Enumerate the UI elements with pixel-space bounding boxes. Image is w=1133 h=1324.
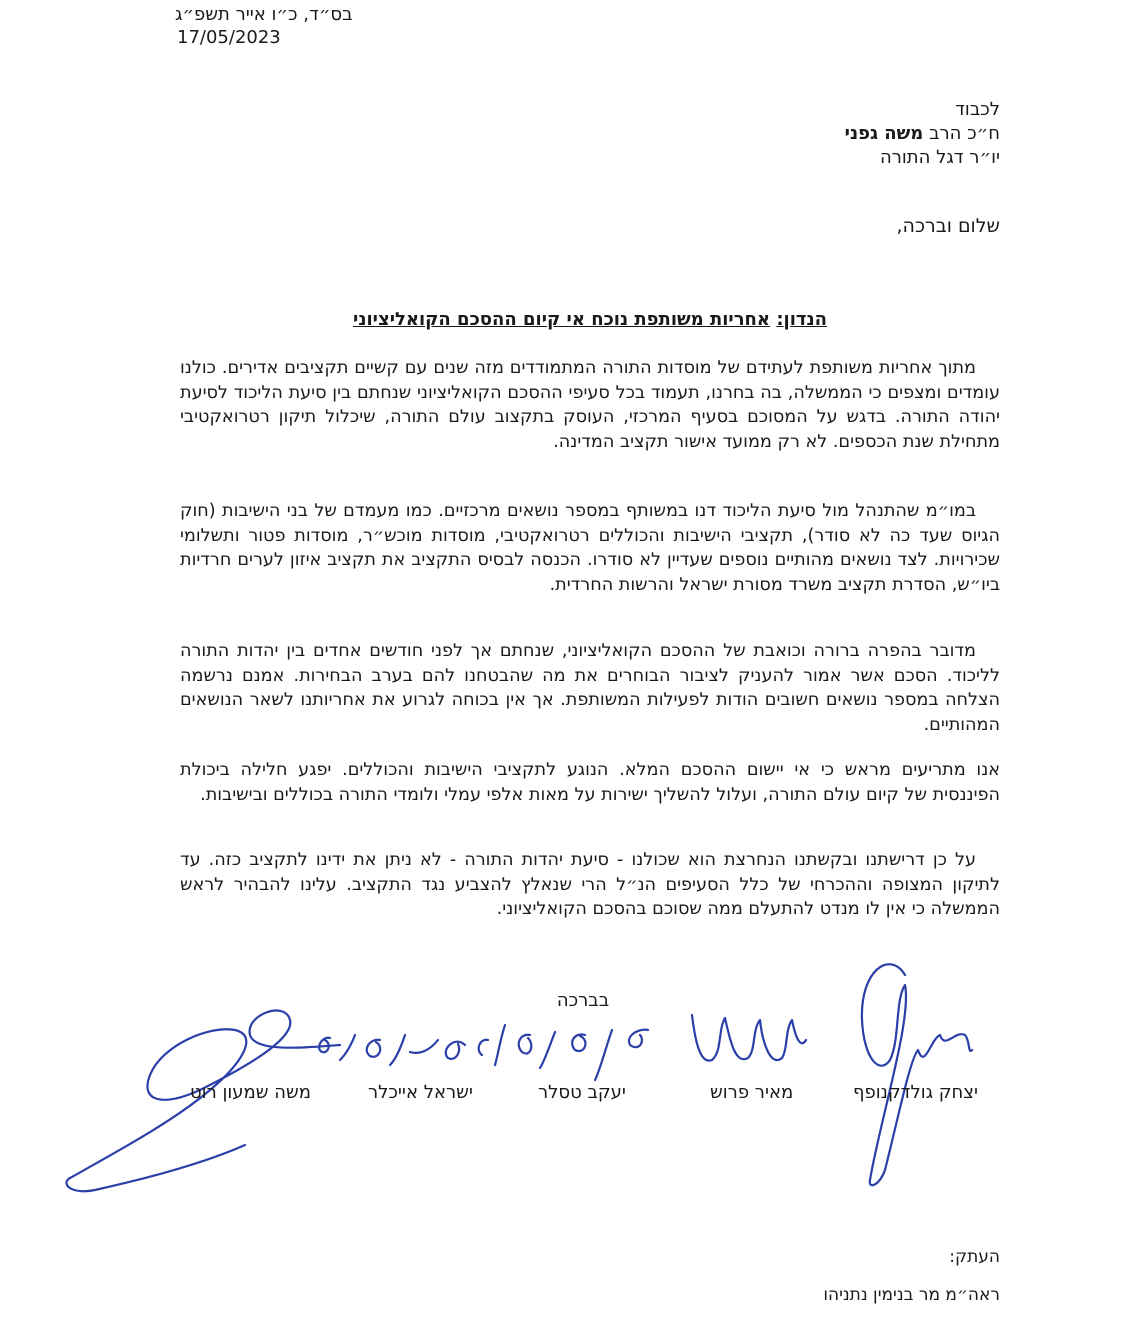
signature-porush <box>692 1015 806 1061</box>
subject-text: אחריות משותפת נוכח אי קיום ההסכם הקואליציוני <box>353 309 771 330</box>
addressee-name: משה גפני <box>844 123 924 144</box>
body-paragraph-2-text: במו״מ שהתנהל מול סיעת הליכוד דנו במשותף במספר נושאים מרכזיים. כמו מעמדם של בני הישיבות (חוק הגיוס שעד כה לא סודר), תקציבי הישיבות והכוללים רטרואקטיבי, מוסדות מוכש״ר, מוסדות פטור ותשלומי שכירויות. לצד נושאים מהותיים נוספים שעדיין לא סודרו. הכנסה לבסיס התקציב את תקציב איזון לערים חרדיות ביו״ש, הסדרת תקציב משרד מסורת ישראל והרשות החרדית. <box>180 501 1000 595</box>
cc-label: העתק: <box>949 1247 1000 1267</box>
gregorian-date: 17/05/2023 <box>177 27 281 48</box>
signature-goldknopf <box>862 964 972 1185</box>
signer-name: מאיר פרוש <box>710 1082 794 1103</box>
signer-name: ישראל אייכלר <box>368 1082 473 1103</box>
signature-eichler <box>319 1035 465 1065</box>
body-paragraph-1-text: מתוך אחריות משותפת לעתידם של מוסדות התורה המתמודדים מזה שנים עם קשיים תקציבים אדירים. כולנו עומדים ומצפים כי הממשלה, בה בחרנו, תעמוד בכל סעיפי ההסכם הקואליציוני שנחתם בין סיעת הליכוד לסיעת יהודה התורה. בדגש על המסוכם בסעיף המרכזי, העוסק בתקצוב עולם התורה, שיכלול תיקון רטרואקטיבי מתחילת שנת הכספים. לא רק ממועד אישור תקציב המדינה. <box>180 358 1000 452</box>
body-paragraph-5-text: על כן דרישתנו ובקשתנו הנחרצת הוא שכולנו - סיעת יהדות התורה - לא ניתן את ידינו לתקציב כזה. עד לתיקון המצופה וההכרחי של כלל הסעיפים הנ״ל הרי שנאלץ להצביע נגד התקציב. עלינו להבהיר לראש הממשלה כי אין לו מנדט להתעלם ממה שסוכם בהסכם הקואליציוני. <box>180 850 1000 920</box>
body-paragraph-2 <box>180 499 1000 597</box>
body-paragraph-3-text: מדובר בהפרה ברורה וכואבת של ההסכם הקואליציוני, שנחתם אך לפני חודשים אחדים בין יהדות התורה לליכוד. הסכם אשר אמור להעניק לציבור הבוחרים את מה שהבטחנו להם בערב הבחירות. אמנם נרשמה הצלחה במספר נושאים חשובים הודות לפעילות המשותפת. אך אין בכוחה לגרוע את אחריותנו לשאר הנושאים המהותיים. <box>180 641 1000 735</box>
greeting: שלום וברכה, <box>896 215 1000 237</box>
body-paragraph-4-text: אנו מתריעים מראש כי אי יישום ההסכם המלא. הנוגע לתקציבי הישיבות והכוללים. יפגע חלילה ביכולת הפיננסית של קיום עולם התורה, ועלול להשליך ישירות על מאות אלפי עמלי ולומדי התורה בכוללים ובישיבות. <box>180 760 1000 805</box>
signer-name: משה שמעון רוט <box>190 1082 311 1103</box>
closing: בברכה <box>556 990 610 1011</box>
addressee-title: ח״כ הרב <box>929 123 1000 144</box>
body-paragraph-1 <box>180 356 1000 454</box>
signer-name: יצחק גולדקנופף <box>853 1082 978 1103</box>
subject-label: הנדון: <box>776 309 827 330</box>
body-paragraph-3 <box>180 639 1000 737</box>
hebrew-date: בס״ד, כ״ו אייר תשפ״ג <box>175 4 353 25</box>
signature-tesler <box>479 1025 648 1080</box>
subject-line <box>330 308 850 332</box>
signer-name: יעקב טסלר <box>538 1082 626 1103</box>
body-paragraph-4 <box>180 758 1000 807</box>
addressee-block <box>580 98 1000 170</box>
addressee-role: יו״ר דגל התורה <box>879 147 1000 168</box>
addressee-name-line <box>580 122 1000 146</box>
addressee-salutation: לכבוד <box>955 99 1000 120</box>
cc-recipient: ראה״מ מר בנימין נתניהו <box>823 1285 1000 1305</box>
body-paragraph-5 <box>180 848 1000 922</box>
